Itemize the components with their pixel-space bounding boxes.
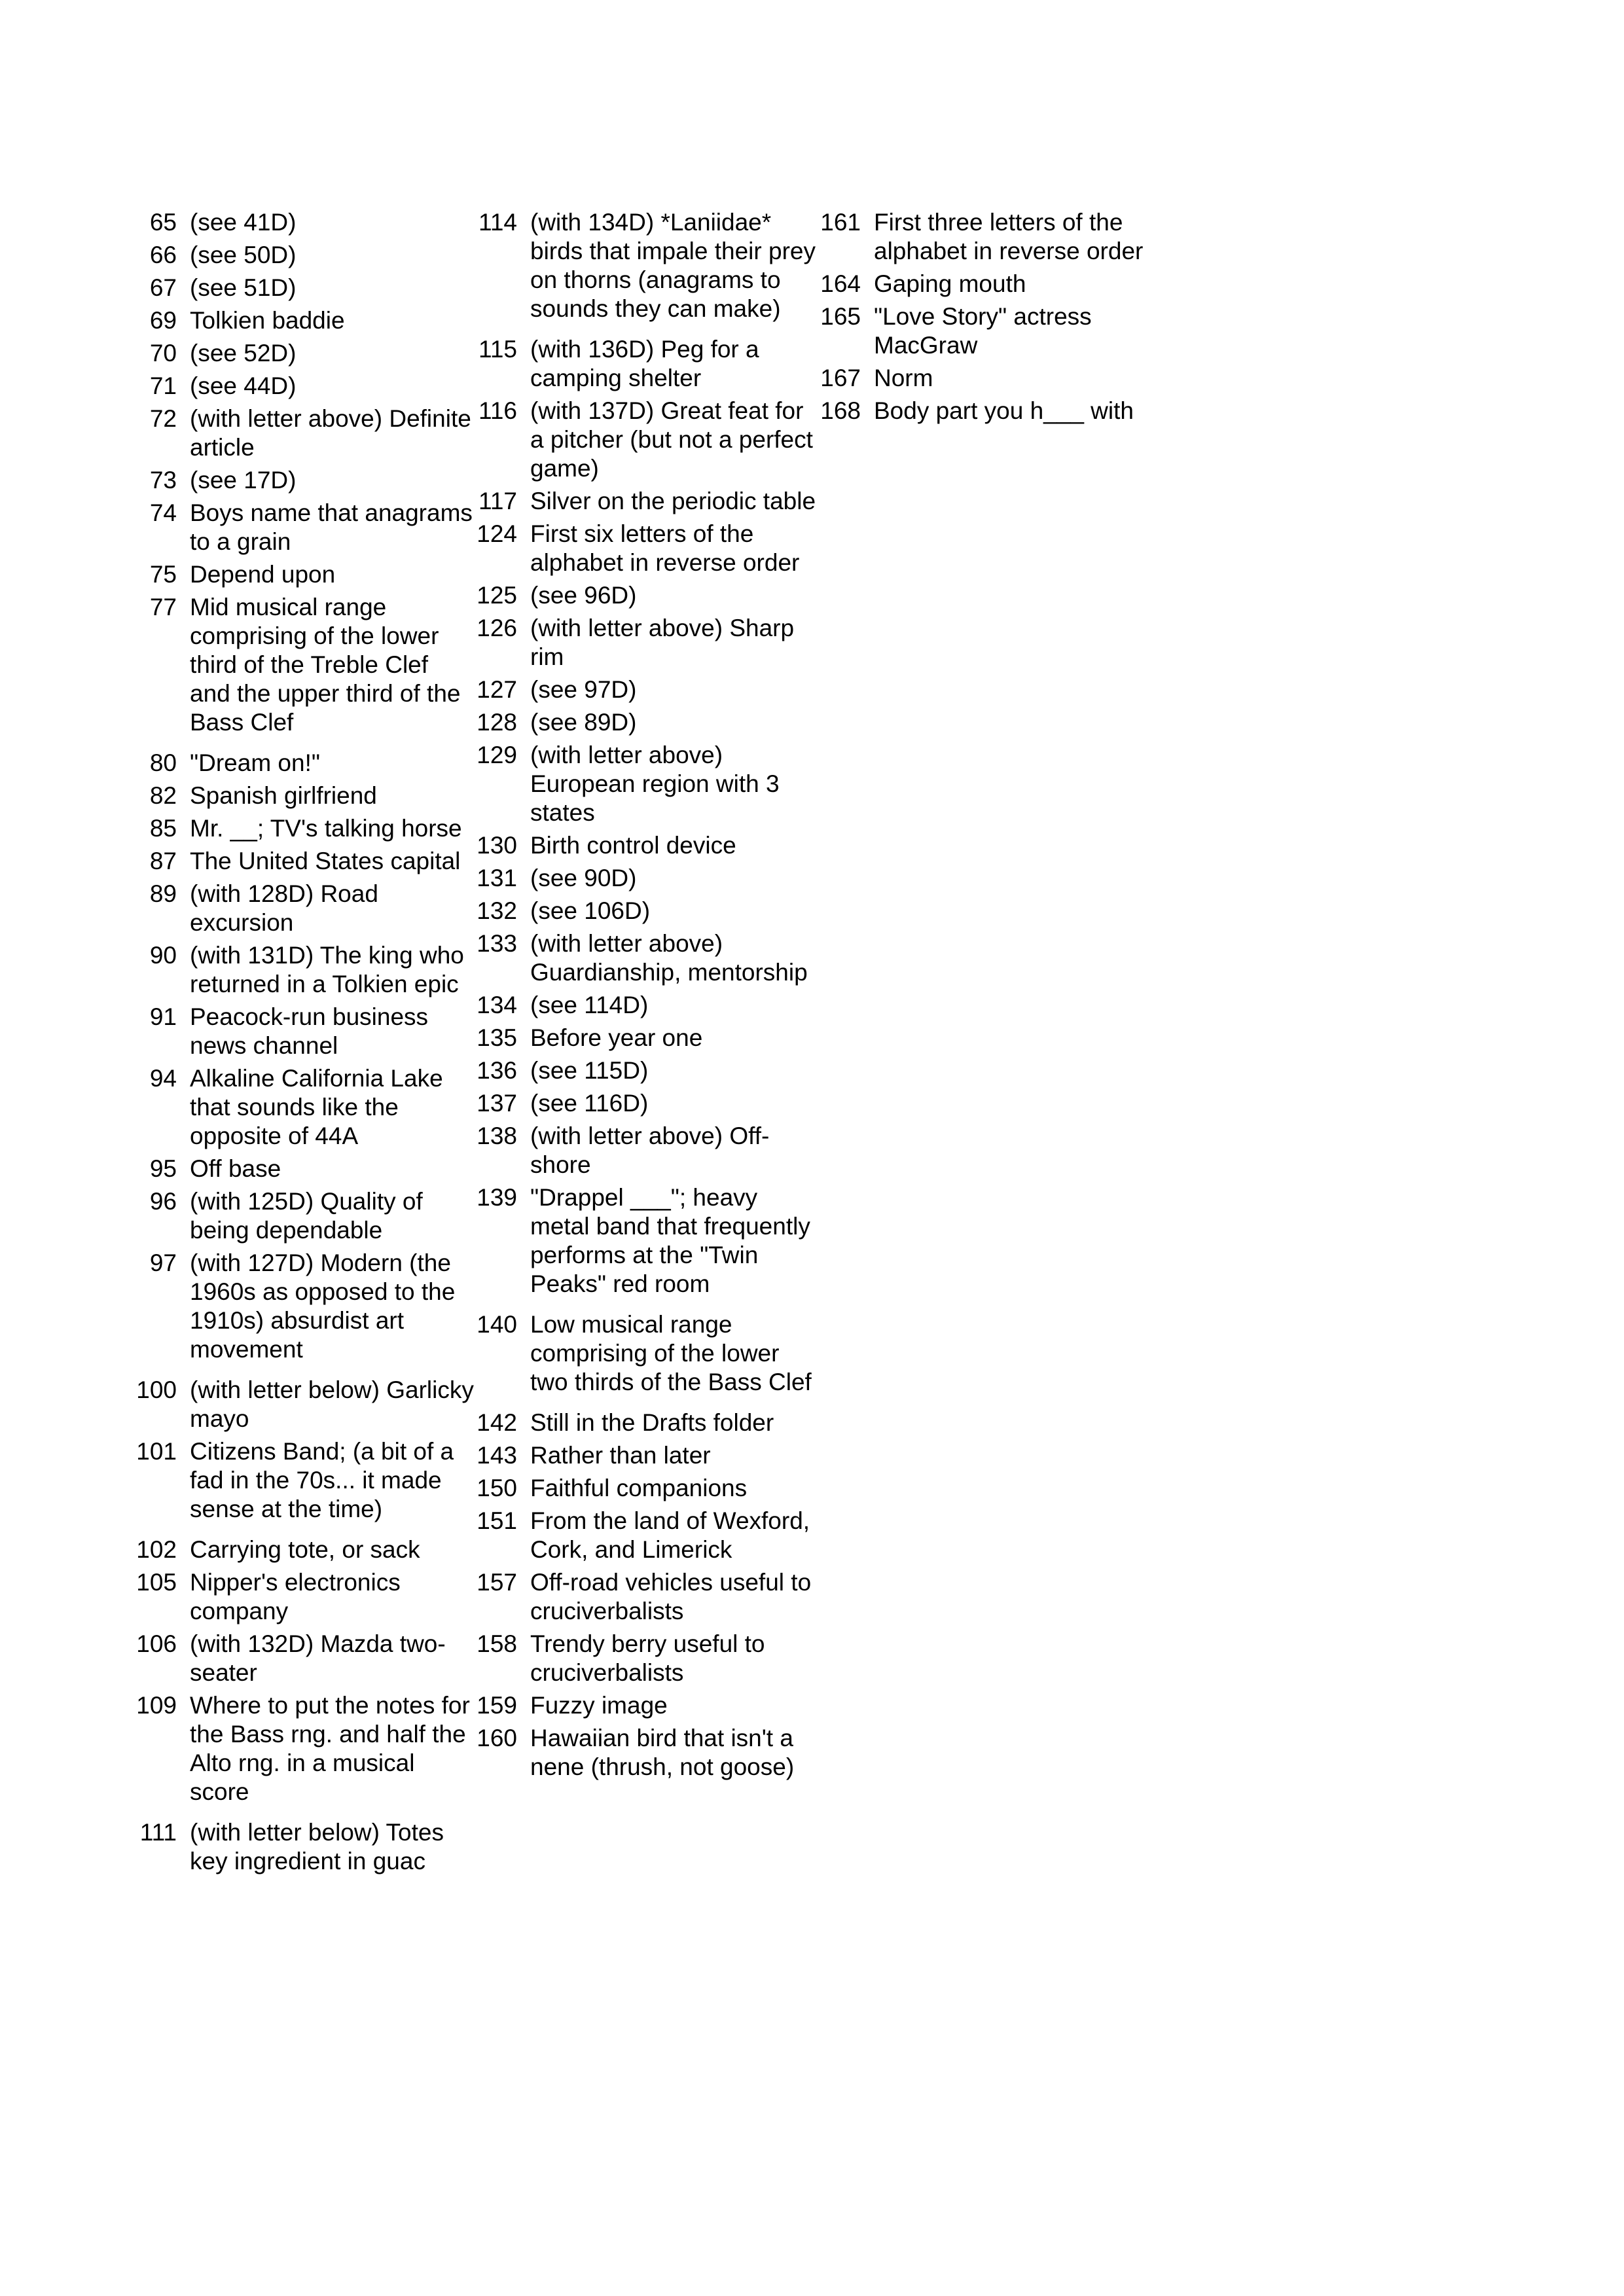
clue-number: 164 <box>820 270 861 297</box>
clue-number: 128 <box>477 709 517 736</box>
clue-number: 70 <box>149 340 177 367</box>
clue-text: Hawaiian bird that isn't a nene (thrush, not goose) <box>530 1725 795 1780</box>
clue-item <box>134 1437 475 1524</box>
clue-number: 167 <box>820 365 861 391</box>
clue-number: 116 <box>478 397 517 424</box>
clue-text: First three letters of the alphabet in reverse order <box>874 209 1144 264</box>
clue-item <box>818 397 1159 425</box>
clue-number: 72 <box>149 405 177 432</box>
clue-number: 127 <box>477 676 517 703</box>
clue-number: 161 <box>820 209 861 236</box>
clue-text: Before year one <box>530 1024 703 1051</box>
clue-item <box>475 1408 818 1437</box>
clue-number: 101 <box>136 1438 177 1465</box>
clue-text: (see 44D) <box>190 372 297 399</box>
clue-text: Birth control device <box>530 832 736 859</box>
clue-item <box>134 847 475 876</box>
clue-item <box>475 929 818 987</box>
clue-text: Peacock-run business news channel <box>190 1003 429 1059</box>
clue-number: 87 <box>149 848 177 874</box>
clue-number: 80 <box>149 749 177 776</box>
clue-text: (with 131D) The king who returned in a Tolkien epic <box>190 942 464 997</box>
clue-column-1 <box>134 208 475 1880</box>
clue-item <box>134 593 475 737</box>
clue-text: Nipper's electronics company <box>190 1569 401 1624</box>
clue-text: (see 90D) <box>530 865 637 891</box>
clue-number: 139 <box>477 1184 517 1211</box>
clue-text: Trendy berry useful to cruciverbalists <box>530 1630 765 1686</box>
clue-number: 151 <box>477 1507 517 1534</box>
clue-number: 136 <box>477 1057 517 1084</box>
clue-text: (with 134D) *Laniidae* birds that impale their prey on thorns (anagrams to sounds they can make) <box>530 209 816 322</box>
clue-text: (with 128D) Road excursion <box>190 880 378 936</box>
clue-text: Faithful companions <box>530 1475 748 1501</box>
clue-item <box>475 208 818 323</box>
clue-item <box>475 1024 818 1052</box>
clue-number: 134 <box>477 992 517 1018</box>
clue-number: 157 <box>477 1569 517 1596</box>
clue-number: 137 <box>477 1090 517 1117</box>
clue-text: Citizens Band; (a bit of a fad in the 70s... it made sense at the time) <box>190 1438 454 1522</box>
clue-text: (see 96D) <box>530 582 637 609</box>
clue-number: 135 <box>477 1024 517 1051</box>
clue-number: 138 <box>477 1122 517 1149</box>
clue-number: 95 <box>149 1155 177 1182</box>
clue-number: 111 <box>139 1819 177 1846</box>
clue-text: Where to put the notes for the Bass rng. and half the Alto rng. in a musical score <box>190 1692 470 1805</box>
clue-text: (see 89D) <box>530 709 637 736</box>
clue-text: (with 125D) Quality of being dependable <box>190 1188 423 1244</box>
clue-text: Norm <box>874 365 933 391</box>
clue-text: (see 116D) <box>530 1090 649 1117</box>
clue-item <box>134 1187 475 1245</box>
clue-item <box>818 270 1159 298</box>
clue-number: 106 <box>136 1630 177 1657</box>
clue-number: 65 <box>149 209 177 236</box>
clue-item <box>475 991 818 1020</box>
clue-number: 142 <box>477 1409 517 1436</box>
clue-text: (see 52D) <box>190 340 297 367</box>
clue-item <box>475 831 818 860</box>
clue-number: 90 <box>149 942 177 969</box>
clue-item <box>134 466 475 495</box>
clue-item <box>134 372 475 401</box>
clue-item <box>134 306 475 335</box>
clue-text: Tolkien baddie <box>190 307 345 334</box>
clue-item <box>475 897 818 925</box>
clue-number: 143 <box>477 1442 517 1469</box>
clue-text: "Love Story" actress MacGraw <box>874 303 1092 359</box>
clue-text: Off base <box>190 1155 281 1182</box>
clue-text: Silver on the periodic table <box>530 488 816 514</box>
clue-number: 168 <box>820 397 861 424</box>
clue-item <box>475 741 818 827</box>
clue-text: The United States capital <box>190 848 461 874</box>
clue-number: 125 <box>477 582 517 609</box>
clue-text: (with letter below) Garlicky mayo <box>190 1376 474 1432</box>
clue-text: (with letter above) Off-shore <box>530 1122 770 1178</box>
clue-item <box>475 1630 818 1687</box>
clue-number: 160 <box>477 1725 517 1751</box>
clue-item <box>475 581 818 610</box>
clue-item <box>475 1441 818 1470</box>
clue-item <box>475 708 818 737</box>
clue-text: (with 127D) Modern (the 1960s as opposed to the 1910s) absurdist art movement <box>190 1249 456 1363</box>
clue-number: 97 <box>149 1249 177 1276</box>
clue-number: 89 <box>149 880 177 907</box>
clue-text: (see 17D) <box>190 467 297 493</box>
clue-number: 71 <box>149 372 177 399</box>
clue-text: (with letter above) Guardianship, mentorship <box>530 930 808 986</box>
clue-item <box>475 675 818 704</box>
clue-number: 66 <box>149 242 177 268</box>
clue-column-3 <box>818 208 1159 429</box>
clue-text: Spanish girlfriend <box>190 782 377 809</box>
clue-text: (see 41D) <box>190 209 297 236</box>
clue-item <box>134 499 475 556</box>
clue-item <box>134 880 475 937</box>
clue-item <box>134 1568 475 1626</box>
clue-number: 91 <box>149 1003 177 1030</box>
clue-number: 105 <box>136 1569 177 1596</box>
clue-item <box>475 614 818 672</box>
clue-text: Still in the Drafts folder <box>530 1409 774 1436</box>
clue-text: Low musical range comprising of the lower two thirds of the Bass Clef <box>530 1311 812 1395</box>
clue-number: 94 <box>149 1065 177 1092</box>
clue-number: 82 <box>149 782 177 809</box>
clue-number: 109 <box>136 1692 177 1719</box>
clue-text: (with 136D) Peg for a camping shelter <box>530 336 759 391</box>
clue-number: 85 <box>149 815 177 842</box>
clue-item <box>475 397 818 483</box>
clue-text: "Drappel ___"; heavy metal band that frequently performs at the "Twin Peaks" red room <box>530 1184 810 1297</box>
clue-text: (see 50D) <box>190 242 297 268</box>
clue-text: Mid musical range comprising of the lower third of the Treble Clef and the upper third of the Bass Clef <box>190 594 461 736</box>
clue-item <box>134 404 475 462</box>
clue-number: 159 <box>477 1692 517 1719</box>
clue-item <box>475 335 818 393</box>
clue-text: (see 51D) <box>190 274 297 301</box>
clue-text: From the land of Wexford, Cork, and Limerick <box>530 1507 810 1563</box>
clue-item <box>134 1818 475 1876</box>
clue-number: 124 <box>477 520 517 547</box>
clue-item <box>134 781 475 810</box>
clue-text: Boys name that anagrams to a grain <box>190 499 473 555</box>
clue-item <box>134 1003 475 1060</box>
clue-item <box>134 1535 475 1564</box>
clue-number: 115 <box>478 336 517 363</box>
clue-item <box>475 1724 818 1782</box>
clue-text: Mr. __; TV's talking horse <box>190 815 462 842</box>
clue-number: 117 <box>478 488 517 514</box>
clue-number: 77 <box>149 594 177 620</box>
clue-number: 73 <box>149 467 177 493</box>
clue-text: Gaping mouth <box>874 270 1026 297</box>
clue-item <box>134 1249 475 1364</box>
clue-text: Alkaline California Lake that sounds like the opposite of 44A <box>190 1065 443 1149</box>
clue-text: (with 132D) Mazda two-seater <box>190 1630 446 1686</box>
clue-number: 102 <box>136 1536 177 1563</box>
clue-number: 129 <box>477 742 517 768</box>
clue-item <box>475 487 818 516</box>
clue-text: Off-road vehicles useful to cruciverbalists <box>530 1569 812 1624</box>
clue-item <box>134 339 475 368</box>
clue-number: 114 <box>478 209 517 236</box>
clue-text: (see 115D) <box>530 1057 649 1084</box>
clue-number: 67 <box>149 274 177 301</box>
clue-number: 165 <box>820 303 861 330</box>
clue-item <box>134 208 475 237</box>
clue-item <box>818 302 1159 360</box>
clue-item <box>475 1122 818 1179</box>
clue-text: (with letter above) Definite article <box>190 405 471 461</box>
clue-item <box>475 1474 818 1503</box>
clue-item <box>475 1183 818 1299</box>
clue-item <box>134 1630 475 1687</box>
clue-number: 69 <box>149 307 177 334</box>
clue-item <box>134 274 475 302</box>
clue-number: 133 <box>477 930 517 957</box>
clue-item <box>818 208 1159 266</box>
clue-item <box>134 814 475 843</box>
clue-text: First six letters of the alphabet in reverse order <box>530 520 800 576</box>
clue-number: 131 <box>477 865 517 891</box>
clue-item <box>475 1310 818 1397</box>
clue-item <box>475 1568 818 1626</box>
clue-number: 96 <box>149 1188 177 1215</box>
clue-item <box>475 1056 818 1085</box>
clue-text: (with 137D) Great feat for a pitcher (but not a perfect game) <box>530 397 813 482</box>
clue-number: 130 <box>477 832 517 859</box>
clue-number: 132 <box>477 897 517 924</box>
clue-number: 140 <box>477 1311 517 1338</box>
clue-item <box>475 864 818 893</box>
clue-text: "Dream on!" <box>190 749 321 776</box>
clue-item <box>475 520 818 577</box>
clue-item <box>134 1155 475 1183</box>
clue-item <box>475 1089 818 1118</box>
clue-text: (see 97D) <box>530 676 637 703</box>
clue-item <box>475 1691 818 1720</box>
clue-text: (with letter below) Totes key ingredient in guac <box>190 1819 444 1874</box>
clue-number: 75 <box>149 561 177 588</box>
clue-text: Depend upon <box>190 561 336 588</box>
clue-text: Carrying tote, or sack <box>190 1536 420 1563</box>
clue-item <box>475 1507 818 1564</box>
clue-item <box>134 1691 475 1806</box>
clue-item <box>134 241 475 270</box>
clue-item <box>818 364 1159 393</box>
clue-item <box>134 941 475 999</box>
clue-number: 100 <box>136 1376 177 1403</box>
clue-text: Body part you h___ with <box>874 397 1134 424</box>
clue-text: (see 106D) <box>530 897 651 924</box>
clue-number: 150 <box>477 1475 517 1501</box>
clue-item <box>134 560 475 589</box>
clue-number: 126 <box>477 615 517 641</box>
clue-item <box>134 1376 475 1433</box>
clue-text: Fuzzy image <box>530 1692 668 1719</box>
clue-text: Rather than later <box>530 1442 711 1469</box>
clue-text: (with letter above) Sharp rim <box>530 615 795 670</box>
clue-column-2 <box>475 208 818 1785</box>
clue-text: (see 114D) <box>530 992 649 1018</box>
clue-item <box>134 1064 475 1151</box>
clue-number: 74 <box>149 499 177 526</box>
clue-item <box>134 749 475 778</box>
clue-number: 158 <box>477 1630 517 1657</box>
clue-text: (with letter above) European region with 3 states <box>530 742 780 826</box>
